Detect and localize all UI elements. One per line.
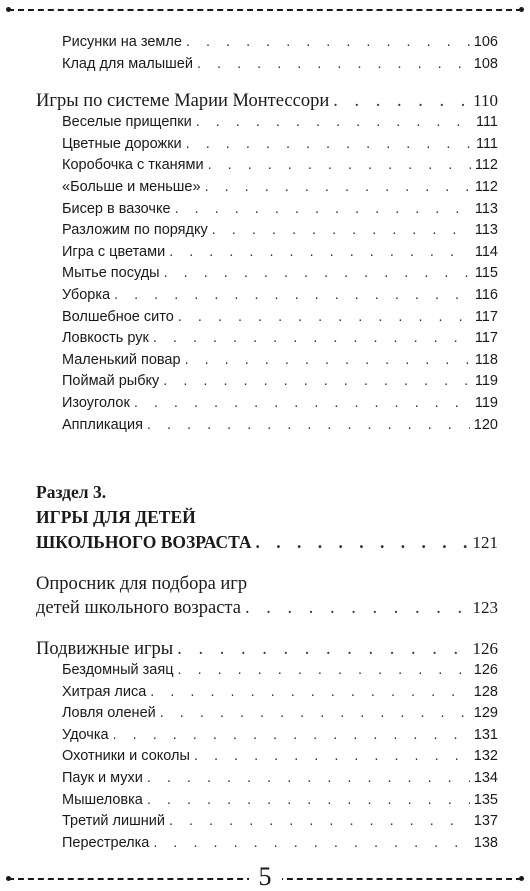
page-number: 5 [249, 862, 282, 891]
leader-dots [175, 199, 471, 221]
leader-dots [186, 32, 470, 54]
leader-dots [205, 177, 471, 199]
toc-entry[interactable] [36, 263, 498, 285]
toc-entry-label: Третий лишний [62, 813, 165, 830]
toc-entry[interactable] [36, 703, 498, 725]
toc-entry[interactable] [36, 350, 498, 372]
leader-dots [153, 328, 471, 350]
toc-entry[interactable] [36, 415, 498, 437]
toc-entry[interactable] [36, 242, 498, 264]
toc-page-number: 117 [474, 308, 498, 325]
toc-entry-label: Хитрая лиса [62, 683, 147, 700]
leader-dots [153, 833, 469, 855]
toc-page-number: 116 [474, 286, 498, 303]
leader-dots [134, 393, 471, 415]
toc-page-number: 115 [474, 265, 498, 282]
toc-entry-label: Аппликация [62, 416, 143, 433]
leader-dots [208, 155, 471, 177]
toc-block-preschool-tail [36, 32, 498, 75]
toc-entry-label: Ловкость рук [62, 330, 149, 347]
toc-page-number: 135 [473, 791, 498, 808]
toc-entry[interactable] [36, 54, 498, 76]
toc-heading-label: Подвижные игры [36, 639, 174, 660]
toc-entry[interactable] [36, 112, 498, 134]
toc-entry-label: Волшебное сито [62, 308, 174, 325]
leader-dots [169, 242, 471, 264]
toc-page-number: 106 [473, 34, 498, 50]
toc-block-montessori [36, 112, 498, 436]
toc-page-number: 138 [473, 834, 498, 851]
toc-entry[interactable] [36, 811, 498, 833]
leader-dots [163, 371, 471, 393]
toc-page-number: 114 [474, 243, 498, 260]
toc-entry-label: Рисунки на земле [62, 34, 182, 50]
toc-page-number: 112 [474, 157, 498, 174]
toc-heading-active-games[interactable] [36, 637, 498, 660]
toc-entry[interactable] [36, 833, 498, 855]
leader-dots [150, 682, 470, 704]
toc-entry[interactable] [36, 768, 498, 790]
toc-page-number: 111 [475, 114, 498, 131]
toc-entry[interactable] [36, 199, 498, 221]
toc-heading-label: Опросник для подбора игр [36, 574, 248, 595]
toc-entry[interactable] [36, 134, 498, 156]
toc-entry[interactable] [36, 725, 498, 747]
page-number-footer [0, 864, 530, 890]
toc-entry[interactable] [36, 328, 498, 350]
toc-entry-label: Изоуголок [62, 394, 130, 411]
toc-entry[interactable] [36, 790, 498, 812]
leader-dots [114, 285, 471, 307]
leader-dots [147, 790, 470, 812]
toc-page-number: 119 [474, 373, 498, 390]
toc-entry-label: Коробочка с тканями [62, 157, 204, 174]
leader-dots [185, 350, 471, 372]
section-title-line: ИГРЫ ДЛЯ ДЕТЕЙ [36, 507, 196, 528]
toc-page-number: 113 [474, 222, 498, 239]
section-title-line: ШКОЛЬНОГО ВОЗРАСТА [36, 532, 252, 553]
toc-entry[interactable] [36, 660, 498, 682]
toc-entry-label: Охотники и соколы [62, 748, 190, 765]
toc-page-number: 113 [474, 200, 498, 217]
toc-entry-label: Поймай рыбку [62, 373, 160, 390]
toc-page-number: 112 [474, 178, 498, 195]
leader-dots [194, 746, 470, 768]
leader-dots [113, 725, 470, 747]
toc-entry-label: Разложим по порядку [62, 222, 208, 239]
toc-page-number: 117 [474, 330, 498, 347]
toc-page-number: 123 [472, 598, 498, 618]
toc-page-number: 126 [472, 639, 498, 659]
toc-entry-label: Мытье посуды [62, 265, 160, 282]
toc-page-number: 137 [473, 813, 498, 830]
leader-dots [186, 134, 472, 156]
toc-entry-label: Игра с цветами [62, 243, 166, 260]
toc-page-number: 111 [475, 135, 498, 152]
toc-entry[interactable] [36, 307, 498, 329]
toc-entry[interactable] [36, 393, 498, 415]
toc-block-active-games [36, 660, 498, 854]
toc-entry-label: Ловля оленей [62, 705, 156, 722]
leader-dots [160, 703, 470, 725]
toc-entry-label: Мышеловка [62, 791, 143, 808]
leader-dots [212, 220, 471, 242]
toc-page-number: 126 [473, 662, 498, 679]
table-of-contents [36, 32, 498, 854]
leader-dots [147, 415, 470, 437]
toc-page-number: 131 [473, 726, 498, 743]
leader-dots [164, 263, 471, 285]
toc-entry[interactable] [36, 682, 498, 704]
toc-page-number: 121 [472, 533, 498, 553]
section-label: Раздел 3. [36, 482, 107, 503]
toc-entry-label: Маленький повар [62, 351, 181, 368]
toc-entry-label: Бездомный заяц [62, 662, 174, 679]
toc-entry-label: Цветные дорожки [62, 135, 182, 152]
toc-entry[interactable] [36, 32, 498, 54]
toc-heading-label: Игры по системе Марии Монтессори [36, 91, 330, 112]
leader-dots [197, 54, 470, 76]
toc-entry[interactable] [36, 285, 498, 307]
toc-heading-section3[interactable] [36, 530, 498, 555]
leader-dots [177, 638, 468, 661]
leader-dots [333, 90, 469, 113]
toc-page-number: 134 [473, 770, 498, 787]
toc-heading-questionnaire[interactable] [36, 596, 498, 619]
rule-end-dot [519, 7, 524, 12]
toc-page-number: 108 [473, 55, 498, 72]
toc-heading-label: детей школьного возраста [36, 598, 241, 619]
top-dashed-rule [8, 9, 522, 11]
toc-entry[interactable] [36, 177, 498, 199]
leader-dots [178, 307, 471, 329]
toc-entry-label: Клад для малышей [62, 55, 193, 72]
toc-page-number: 128 [473, 683, 498, 700]
leader-dots [169, 811, 470, 833]
toc-entry-label: Паук и мухи [62, 770, 143, 787]
toc-page-number: 120 [473, 416, 498, 433]
toc-entry-label: Перестрелка [62, 834, 150, 851]
toc-entry[interactable] [36, 371, 498, 393]
toc-entry-label: Уборка [62, 286, 111, 303]
toc-entry[interactable] [36, 746, 498, 768]
toc-entry-label: Веселые прищепки [62, 114, 192, 131]
leader-dots [178, 660, 470, 682]
toc-heading-montessori[interactable] [36, 89, 498, 112]
rule-end-dot [6, 7, 11, 12]
toc-entry[interactable] [36, 155, 498, 177]
toc-page-number: 118 [474, 351, 498, 368]
toc-entry-label: Удочка [62, 726, 109, 743]
toc-page-number: 119 [474, 394, 498, 411]
leader-dots [245, 597, 469, 620]
toc-page-number: 132 [473, 748, 498, 765]
toc-entry-label: «Больше и меньше» [62, 178, 201, 195]
toc-entry-label: Бисер в вазочке [62, 200, 171, 217]
toc-page-number: 110 [473, 91, 498, 111]
leader-dots [196, 112, 472, 134]
toc-page-number: 129 [473, 705, 498, 722]
toc-entry[interactable] [36, 220, 498, 242]
leader-dots [256, 530, 469, 555]
leader-dots [147, 768, 470, 790]
